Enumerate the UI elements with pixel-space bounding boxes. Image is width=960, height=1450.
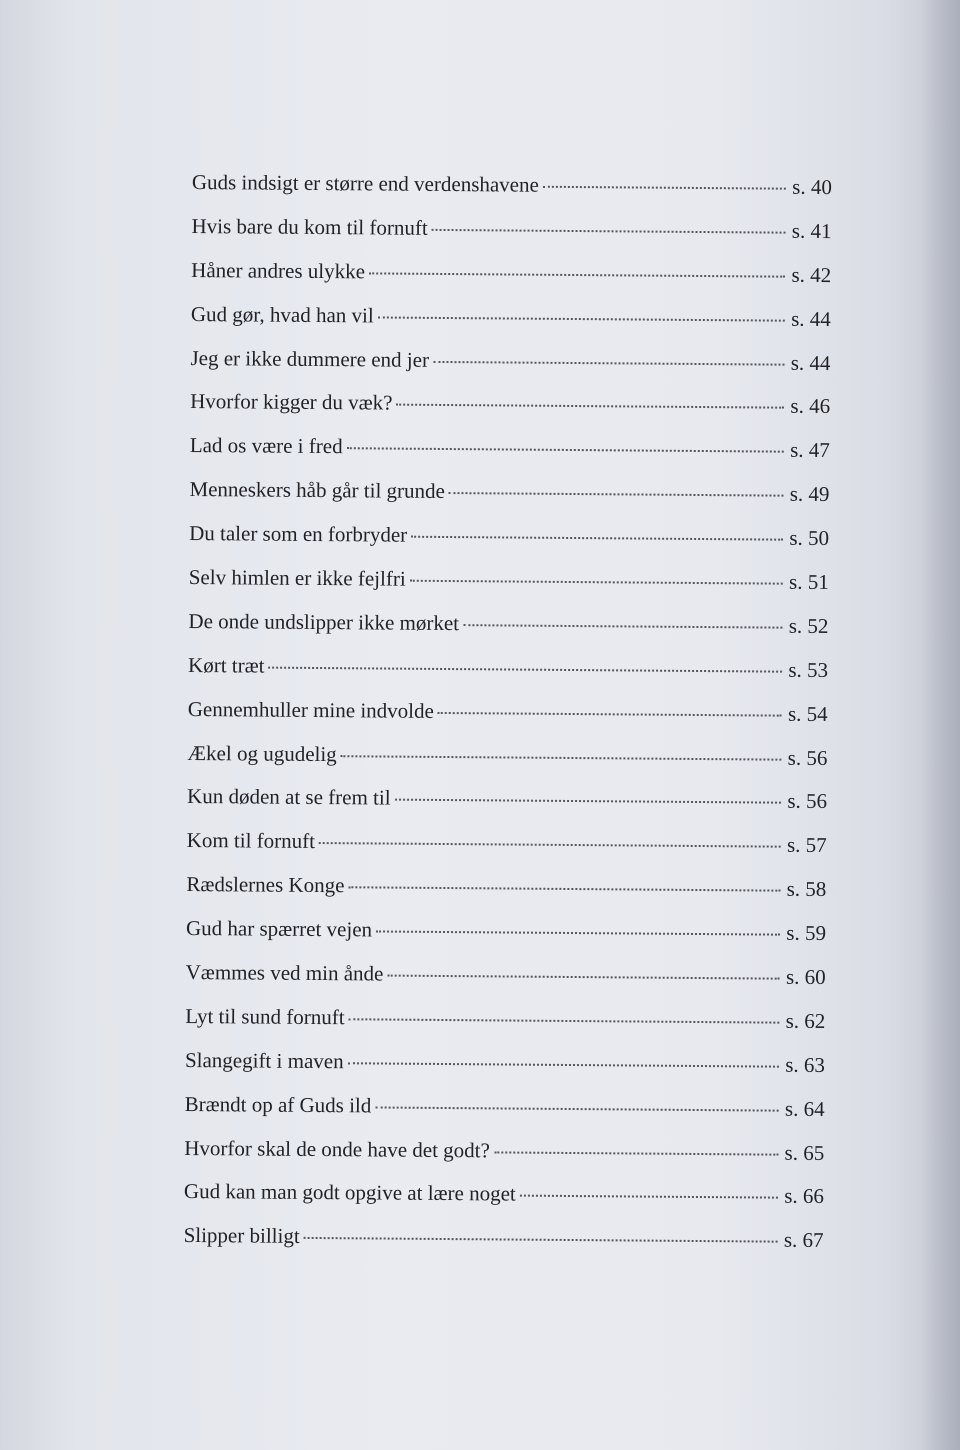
toc-entry-title: Hvis bare du kom til fornuft	[191, 213, 428, 240]
toc-entry-page: s. 58	[786, 876, 827, 902]
dot-leader	[395, 799, 782, 804]
toc-entry	[184, 1179, 824, 1228]
dot-leader	[375, 1106, 779, 1111]
toc-entry	[187, 741, 827, 790]
toc-entry	[188, 653, 828, 702]
table-of-contents	[183, 170, 832, 1272]
dot-leader	[449, 492, 784, 497]
toc-entry	[186, 872, 826, 921]
toc-entry-page: s. 63	[785, 1052, 826, 1077]
toc-entry-page: s. 59	[786, 920, 827, 946]
dot-leader	[349, 1018, 780, 1023]
toc-entry	[191, 258, 831, 307]
toc-entry-page: s. 49	[789, 481, 830, 507]
toc-entry-title: De onde undslipper ikke mørket	[188, 608, 460, 636]
dot-leader	[341, 755, 782, 760]
toc-entry-page: s. 51	[789, 569, 829, 595]
toc-entry-title: Hvorfor skal de onde have det godt?	[184, 1135, 490, 1162]
toc-entry-title: Lyt til sund fornuft	[185, 1003, 345, 1030]
toc-entry-title: Guds indsigt er større end verdenshavene	[191, 170, 539, 197]
dot-leader	[438, 712, 782, 717]
dot-leader	[347, 448, 785, 453]
toc-entry-title: Slipper billigt	[183, 1223, 300, 1249]
toc-entry-page: s. 53	[788, 657, 829, 682]
toc-entry-page: s. 41	[791, 218, 832, 243]
toc-entry-title: Kun døden at se frem til	[186, 784, 391, 811]
toc-entry-page: s. 42	[791, 262, 832, 287]
toc-entry-page: s. 67	[783, 1228, 824, 1253]
toc-entry-title: Kørt træt	[188, 652, 265, 678]
toc-entry-page: s. 46	[790, 394, 831, 419]
toc-entry-page: s. 54	[787, 701, 828, 726]
toc-entry-page: s. 52	[788, 613, 829, 638]
toc-entry-title: Gennemhuller mine indvolde	[187, 696, 434, 723]
dot-leader	[369, 272, 786, 277]
toc-entry-title: Gud gør, hvad han vil	[190, 301, 374, 328]
toc-entry-page: s. 47	[790, 438, 830, 463]
dot-leader	[494, 1151, 779, 1155]
toc-entry-title: Gud kan man godt opgive at lære noget	[183, 1179, 516, 1207]
toc-entry	[186, 916, 826, 965]
toc-entry	[185, 1004, 825, 1053]
toc-entry-title: Gud har spærret vejen	[185, 916, 373, 942]
toc-entry	[189, 565, 829, 614]
toc-entry	[186, 828, 826, 877]
toc-entry-page: s. 60	[785, 964, 826, 990]
dot-leader	[319, 842, 781, 848]
toc-entry	[189, 477, 829, 526]
dot-leader	[411, 536, 783, 541]
toc-entry-title: Selv himlen er ikke fejlfri	[188, 565, 406, 591]
toc-entry-title: Væmmes ved min ånde	[185, 960, 384, 986]
toc-entry-title: Hvorfor kigger du væk?	[190, 389, 393, 416]
dot-leader	[304, 1237, 778, 1243]
dot-leader	[397, 404, 785, 409]
toc-entry-page: s. 44	[791, 306, 831, 331]
toc-entry-title: Du taler som en forbryder	[189, 521, 408, 547]
toc-entry	[183, 1223, 823, 1272]
dot-leader	[348, 887, 780, 892]
toc-entry	[188, 609, 828, 658]
toc-entry	[191, 302, 831, 351]
toc-entry	[191, 214, 831, 263]
toc-entry-title: Håner andres ulykke	[191, 257, 366, 284]
toc-entry	[192, 170, 832, 219]
toc-entry-title: Rædslernes Konge	[186, 872, 345, 898]
toc-entry-page: s. 50	[789, 525, 830, 551]
toc-entry-page: s. 57	[786, 833, 827, 858]
dot-leader	[463, 624, 783, 629]
toc-entry	[189, 521, 829, 570]
toc-entry	[184, 1136, 824, 1185]
dot-leader	[543, 186, 786, 190]
toc-entry-page: s. 64	[784, 1096, 825, 1121]
toc-entry	[188, 697, 828, 746]
toc-entry-title: Slangegift i maven	[184, 1047, 344, 1074]
toc-entry-page: s. 56	[787, 745, 828, 770]
dot-leader	[432, 229, 786, 234]
dot-leader	[378, 316, 785, 321]
toc-entry-page: s. 65	[784, 1140, 825, 1165]
dot-leader	[433, 360, 785, 365]
dot-leader	[269, 666, 783, 672]
dot-leader	[410, 580, 783, 585]
toc-entry-page: s. 62	[785, 1008, 826, 1033]
toc-entry	[190, 433, 830, 482]
toc-entry	[184, 1092, 824, 1141]
toc-entry	[190, 346, 830, 395]
toc-entry-page: s. 40	[792, 174, 832, 200]
dot-leader	[348, 1062, 780, 1067]
toc-entry-title: Kom til fornuft	[186, 828, 316, 854]
toc-entry	[185, 1048, 825, 1097]
toc-entry-title: Lad os være i fred	[189, 433, 343, 459]
dot-leader	[520, 1195, 778, 1199]
dot-leader	[376, 931, 780, 936]
toc-entry-title: Brændt op af Guds ild	[184, 1091, 372, 1118]
toc-entry-page: s. 66	[784, 1184, 825, 1209]
toc-entry-title: Menneskers håb går til grunde	[189, 477, 446, 504]
dot-leader	[387, 975, 780, 980]
toc-entry	[187, 784, 827, 833]
toc-entry	[185, 960, 825, 1009]
toc-entry-page: s. 44	[790, 350, 831, 375]
toc-entry-title: Jeg er ikke dummere end jer	[190, 345, 430, 372]
toc-entry-title: Ækel og ugudelig	[187, 740, 337, 766]
toc-entry	[190, 389, 830, 438]
toc-entry-page: s. 56	[787, 789, 828, 814]
